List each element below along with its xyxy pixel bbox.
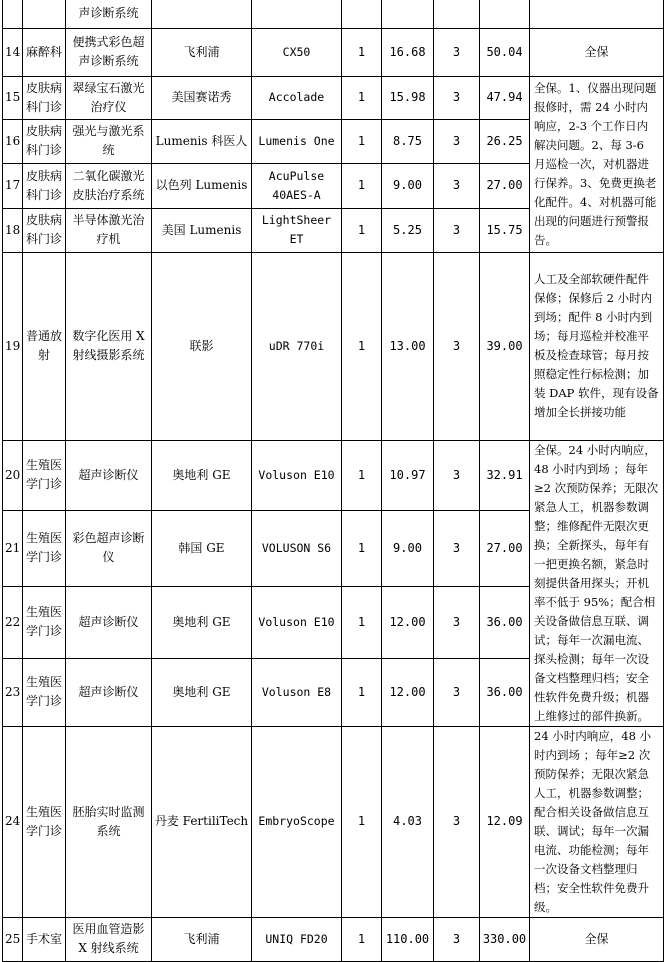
- cell-service: 全保: [530, 28, 664, 76]
- cell-model: UNIQ FD20: [252, 917, 342, 961]
- cell-dept: 生殖医学门诊: [23, 658, 66, 726]
- cell-years: 3: [434, 208, 480, 252]
- cell-price: 12.00: [382, 586, 434, 658]
- cell-no: 14: [3, 28, 23, 76]
- cell-price: 16.68: [382, 28, 434, 76]
- cell-dept: 皮肤病科门诊: [23, 163, 66, 208]
- cell-qty: 1: [342, 586, 382, 658]
- cell-total: 50.04: [480, 28, 530, 76]
- cell-no: 21: [3, 510, 23, 586]
- table-row: [3, 726, 664, 917]
- cell-total: 12.09: [480, 726, 530, 917]
- cell-model: Voluson E10: [252, 440, 342, 510]
- cell-service: 24 小时内响应，48 小时内到场 ；每年≥2 次预防保养；无限次紧急人工，机器参数调整；配合相关设备做信息互联、调试；每年一次漏电流、功能检测；每年一次设备文档整理归档；安全性软件免费升级。: [530, 726, 664, 917]
- cell-qty: 1: [342, 76, 382, 119]
- cell-name: 胚胎实时监测系统: [66, 726, 152, 917]
- table-row: [3, 440, 664, 510]
- cell-name: 半导体激光治疗机: [66, 208, 152, 252]
- cell-service: 全保。1、仪器出现问题报修时，需 24 小时内响应，2-3 个工作日内解决问题。2、每 3-6 月巡检一次，对机器进行保养。3、免费更换老化配件。4、对机器可能出现的问题进行预警报告。: [530, 76, 664, 252]
- cell-dept: 皮肤病科门诊: [23, 76, 66, 119]
- cell-total: 36.00: [480, 586, 530, 658]
- cell-no: 17: [3, 163, 23, 208]
- cell-brand: [152, 0, 252, 28]
- cell-name: 超声诊断仪: [66, 586, 152, 658]
- cell-name: 强光与激光系统: [66, 119, 152, 163]
- cell-service: [530, 0, 664, 28]
- cell-price: 9.00: [382, 163, 434, 208]
- cell-years: 3: [434, 119, 480, 163]
- cell-brand: 飞利浦: [152, 28, 252, 76]
- cell-brand: 飞利浦: [152, 917, 252, 961]
- cell-no: 19: [3, 252, 23, 440]
- cell-years: 3: [434, 917, 480, 961]
- cell-price: 10.97: [382, 440, 434, 510]
- cell-no: 23: [3, 658, 23, 726]
- cell-dept: 生殖医学门诊: [23, 726, 66, 917]
- cell-qty: 1: [342, 658, 382, 726]
- cell-years: 3: [434, 726, 480, 917]
- cell-model: Voluson E8: [252, 658, 342, 726]
- cell-name: 超声诊断仪: [66, 658, 152, 726]
- cell-no: 25: [3, 917, 23, 961]
- cell-dept: 普通放射: [23, 252, 66, 440]
- cell-brand: 韩国 GE: [152, 510, 252, 586]
- cell-qty: 1: [342, 510, 382, 586]
- cell-qty: 1: [342, 163, 382, 208]
- cell-no: 15: [3, 76, 23, 119]
- cell-total: 32.91: [480, 440, 530, 510]
- cell-no: 22: [3, 586, 23, 658]
- cell-name: 医用血管造影 X 射线系统: [66, 917, 152, 961]
- cell-dept: 皮肤病科门诊: [23, 208, 66, 252]
- cell-dept: 生殖医学门诊: [23, 440, 66, 510]
- cell-years: 3: [434, 28, 480, 76]
- cell-brand: 奥地利 GE: [152, 440, 252, 510]
- cell-price: 9.00: [382, 510, 434, 586]
- cell-price: 4.03: [382, 726, 434, 917]
- cell-name: 彩色超声诊断仪: [66, 510, 152, 586]
- cell-price: 5.25: [382, 208, 434, 252]
- cell-dept: 手术室: [23, 917, 66, 961]
- cell-years: 3: [434, 440, 480, 510]
- table-row: [3, 917, 664, 961]
- cell-no: 18: [3, 208, 23, 252]
- cell-brand: 以色列 Lumenis: [152, 163, 252, 208]
- cell-model: Lumenis One: [252, 119, 342, 163]
- cell-name: 二氧化碳激光皮肤治疗系统: [66, 163, 152, 208]
- cell-total: 27.00: [480, 510, 530, 586]
- cell-name: 翠绿宝石激光治疗仪: [66, 76, 152, 119]
- cell-qty: 1: [342, 726, 382, 917]
- cell-model: uDR 770i: [252, 252, 342, 440]
- cell-qty: 1: [342, 440, 382, 510]
- table-row: [3, 28, 664, 76]
- cell-qty: 1: [342, 28, 382, 76]
- cell-total: 36.00: [480, 658, 530, 726]
- cell-total: 27.00: [480, 163, 530, 208]
- cell-name: 数字化医用 X 射线摄影系统: [66, 252, 152, 440]
- cell-total: 26.25: [480, 119, 530, 163]
- cell-name: 超声诊断仪: [66, 440, 152, 510]
- table-row-continued: [3, 0, 664, 28]
- cell-no: 16: [3, 119, 23, 163]
- cell-total: 39.00: [480, 252, 530, 440]
- equipment-table: [2, 0, 664, 962]
- cell-brand: 奥地利 GE: [152, 586, 252, 658]
- cell-price: 12.00: [382, 658, 434, 726]
- cell-model: [252, 0, 342, 28]
- cell-qty: 1: [342, 119, 382, 163]
- cell-service: 全保。24 小时内响应，48 小时内到场 ；每年≥2 次预防保养；无限次紧急人工，机器参数调整；维修配件无限次更换；全新探头，每年有一把更换名额，紧急时刻提供备用探头；开机率不低于 95%；配合相关设备做信息互联、调试；每年一次漏电流、探头检测；每年一次设备文档整理归档；安全性软件免费升级；机器上维修过的部件换新。: [530, 440, 664, 726]
- cell-qty: 1: [342, 252, 382, 440]
- cell-no: [3, 0, 23, 28]
- cell-model: LightSheer ET: [252, 208, 342, 252]
- cell-years: 3: [434, 163, 480, 208]
- cell-price: [382, 0, 434, 28]
- cell-total: 47.94: [480, 76, 530, 119]
- cell-name: 便携式彩色超声诊断系统: [66, 28, 152, 76]
- cell-price: 8.75: [382, 119, 434, 163]
- cell-dept: 皮肤病科门诊: [23, 119, 66, 163]
- cell-no: 24: [3, 726, 23, 917]
- cell-model: Voluson E10: [252, 586, 342, 658]
- table-row: [3, 252, 664, 440]
- cell-model: EmbryoScope: [252, 726, 342, 917]
- cell-model: VOLUSON S6: [252, 510, 342, 586]
- cell-total: 15.75: [480, 208, 530, 252]
- cell-total: 330.00: [480, 917, 530, 961]
- cell-brand: Lumenis 科医人: [152, 119, 252, 163]
- cell-brand: 美国赛诺秀: [152, 76, 252, 119]
- cell-name: 声诊断系统: [66, 0, 152, 28]
- cell-price: 15.98: [382, 76, 434, 119]
- cell-no: 20: [3, 440, 23, 510]
- cell-service: 全保: [530, 917, 664, 961]
- cell-model: AcuPulse 40AES-A: [252, 163, 342, 208]
- cell-qty: 1: [342, 917, 382, 961]
- cell-total: [480, 0, 530, 28]
- cell-brand: 联影: [152, 252, 252, 440]
- cell-dept: [23, 0, 66, 28]
- cell-years: 3: [434, 658, 480, 726]
- cell-model: CX50: [252, 28, 342, 76]
- cell-price: 13.00: [382, 252, 434, 440]
- cell-dept: 麻醉科: [23, 28, 66, 76]
- cell-dept: 生殖医学门诊: [23, 586, 66, 658]
- cell-qty: 1: [342, 208, 382, 252]
- cell-years: 3: [434, 586, 480, 658]
- cell-service: 人工及全部软硬件配件保修；保修后 2 小时内到场；配件 8 小时内到场；每月巡检并校准平板及检查球管；每月按照稳定性行标检测；加装 DAP 软件，现有设备增加全长拼接功能: [530, 252, 664, 440]
- cell-years: 3: [434, 510, 480, 586]
- cell-brand: 美国 Lumenis: [152, 208, 252, 252]
- cell-brand: 丹麦 FertiliTech: [152, 726, 252, 917]
- cell-years: 3: [434, 76, 480, 119]
- cell-dept: 生殖医学门诊: [23, 510, 66, 586]
- cell-qty: [342, 0, 382, 28]
- cell-years: 3: [434, 252, 480, 440]
- cell-price: 110.00: [382, 917, 434, 961]
- table-row: [3, 76, 664, 119]
- cell-years: [434, 0, 480, 28]
- cell-brand: 奥地利 GE: [152, 658, 252, 726]
- cell-model: Accolade: [252, 76, 342, 119]
